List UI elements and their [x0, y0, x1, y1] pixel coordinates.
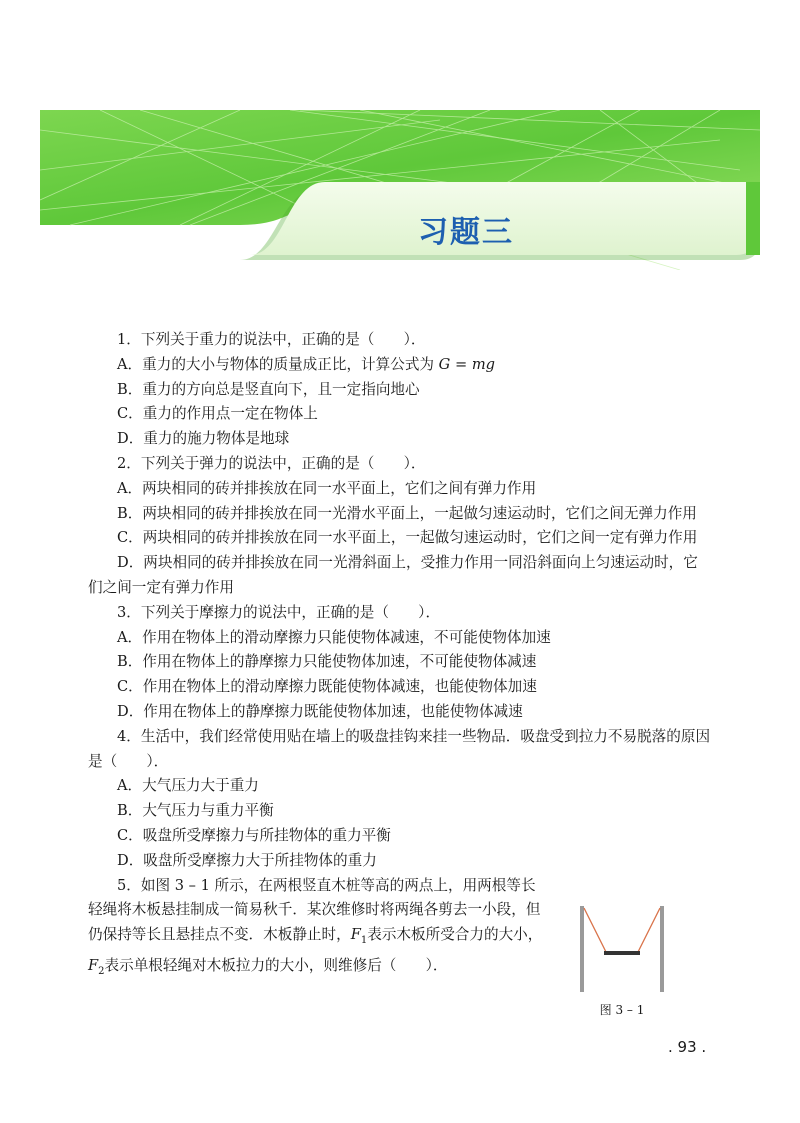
q1-stem: 1．下列关于重力的说法中，正确的是（ ）． [117, 331, 426, 348]
q3-option-c: C．作用在物体上的滑动摩擦力既能使物体减速，也能使物体加速 [117, 678, 537, 696]
left-post [580, 906, 584, 992]
q2-option-b: B．两块相同的砖并排挨放在同一光滑水平面上，一起做匀速运动时，它们之间无弹力作用 [117, 504, 697, 522]
q2-option-c: C．两块相同的砖并排挨放在同一水平面上，一起做匀速运动时，它们之间一定有弹力作用 [117, 529, 698, 547]
f1-symbol: F [350, 926, 361, 944]
q2-option-a: A．两块相同的砖并排挨放在同一水平面上，它们之间有弹力作用 [117, 479, 537, 497]
left-rope [584, 908, 606, 952]
q2-option-d: D．两块相同的砖并排挨放在同一光滑斜面上，受推力作用一同沿斜面向上匀速运动时，它们之间一定有弹力作用 [88, 554, 698, 596]
swing-board [604, 951, 640, 955]
page-number: . 93 . [668, 1038, 707, 1056]
f1-subscript: 1 [360, 935, 368, 947]
exercise-content [88, 328, 712, 1017]
q4-option-b: B．大气压力与重力平衡 [117, 802, 274, 820]
f2-subscript: 2 [98, 965, 105, 977]
q3-option-d: D．作用在物体上的静摩擦力既能使物体加速，也能使物体减速 [117, 702, 523, 720]
q4-stem: 4．生活中，我们经常使用贴在墙上的吸盘挂钩来挂一些物品．吸盘受到拉力不易脱落的原因是（ ）． [88, 727, 711, 770]
page-title: 习题三 [418, 215, 514, 250]
q5-stem [88, 874, 548, 985]
chapter-banner [40, 110, 760, 270]
q4-option-a: A．大气压力大于重力 [117, 777, 259, 795]
q1-option-a-text: A．重力的大小与物体的质量成正比，计算公式为 [117, 355, 435, 373]
figure-3-1 [578, 902, 668, 1017]
q3-option-a: A．作用在物体上的滑动摩擦力只能使物体减速，不可能使物体加速 [117, 628, 551, 646]
q2-stem: 2．下列关于弹力的说法中，正确的是（ ）． [117, 454, 426, 472]
q1-option-b: B．重力的方向总是竖直向下，且一定指向地心 [117, 380, 420, 398]
q3-stem: 3．下列关于摩擦力的说法中，正确的是（ ）． [117, 603, 441, 621]
right-post [660, 906, 664, 992]
swing-diagram [578, 902, 668, 997]
q5-text-part3: 表示单根轻绳对木板拉力的大小，则维修后（ ）． [104, 956, 448, 974]
q1-formula: G = mg [438, 355, 496, 373]
q4-option-c: C．吸盘所受摩擦力与所挂物体的重力平衡 [117, 826, 391, 844]
q5-text-part2: 表示木板所受合力的大小， [367, 926, 543, 944]
q3-option-b: B．作用在物体上的静摩擦力只能使物体加速，不可能使物体减速 [117, 653, 537, 671]
figure-caption: 图 3 – 1 [599, 1003, 645, 1017]
q1-option-d: D．重力的施力物体是地球 [117, 430, 290, 448]
q1-option-a [88, 353, 712, 378]
q4-option-d: D．吸盘所受摩擦力大于所挂物体的重力 [117, 851, 377, 869]
banner-graphic [40, 110, 760, 270]
q5-text-part1: 5．如图 3 – 1 所示，在两根竖直木桩等高的两点上，用两根等长轻绳将木板悬挂制成一简易秋千．某次维修时将两绳各剪去一小段，但仍保持等长且悬挂点不变．木板静止时， [88, 876, 541, 944]
q1-option-c: C．重力的作用点一定在物体上 [117, 405, 318, 423]
f2-symbol: F [88, 956, 99, 974]
right-rope [638, 908, 660, 952]
